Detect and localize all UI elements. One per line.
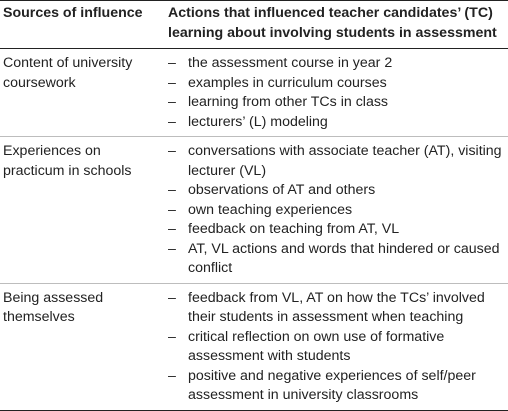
action-item: [168, 328, 508, 367]
source-cell: Experiences on practicum in schools: [0, 137, 168, 284]
action-text: positive and negative experiences of self/peer assessment in university classrooms: [188, 367, 476, 403]
bullet-dash: –: [168, 221, 176, 237]
action-item: [168, 113, 508, 133]
bullet-dash: –: [168, 182, 176, 198]
action-text: examples in curriculum courses: [188, 74, 387, 91]
bullet-dash: –: [168, 113, 176, 130]
bullet-dash: –: [168, 240, 176, 257]
action-item: [168, 220, 508, 240]
action-item: [168, 93, 508, 113]
bullet-dash: –: [168, 74, 176, 91]
header-sources: Sources of influence: [3, 5, 143, 21]
bullet-dash: –: [168, 94, 176, 110]
action-item: [168, 367, 508, 406]
action-item: [168, 289, 508, 328]
actions-cell: [168, 283, 508, 410]
header-row: [0, 1, 508, 49]
bullet-dash: –: [168, 289, 176, 306]
table-row: [0, 283, 508, 410]
action-item: [168, 181, 508, 201]
action-item: [168, 201, 508, 221]
action-list: [168, 142, 508, 279]
bullet-dash: –: [168, 143, 176, 159]
action-item: [168, 74, 508, 94]
actions-cell: [168, 49, 508, 137]
bullet-dash: –: [168, 201, 176, 218]
action-item: [168, 240, 508, 279]
action-list: [168, 54, 508, 132]
bullet-dash: –: [168, 328, 176, 345]
source-cell: Content of university coursework: [3, 55, 133, 91]
action-item: [168, 54, 508, 74]
action-text: feedback from VL, AT on how the TCs’ involved their students in assessment when teaching: [188, 289, 485, 325]
source-cell: Being assessed themselves: [0, 283, 168, 410]
action-text: AT, VL actions and words that hindered or caused conflict: [188, 240, 500, 276]
table-row: [0, 49, 508, 137]
table-row: [0, 137, 508, 284]
action-text: the assessment course in year 2: [188, 55, 393, 71]
action-text: conversations with associate teacher (AT), visiting lecturer (VL): [188, 143, 502, 179]
action-text: observations of AT and others: [188, 182, 376, 198]
bullet-dash: –: [168, 55, 176, 71]
bullet-dash: –: [168, 367, 176, 384]
action-list: [168, 289, 508, 406]
header-actions: Actions that influenced teacher candidates’ (TC) learning about involving students in assessment: [168, 5, 497, 41]
action-text: lecturers’ (L) modeling: [188, 113, 328, 130]
action-text: critical reflection on own use of formative assessment with students: [188, 328, 445, 364]
action-item: [168, 142, 508, 181]
actions-cell: [168, 137, 508, 284]
action-text: feedback on teaching from AT, VL: [188, 221, 400, 237]
action-text: learning from other TCs in class: [188, 94, 389, 110]
action-text: own teaching experiences: [188, 201, 353, 218]
